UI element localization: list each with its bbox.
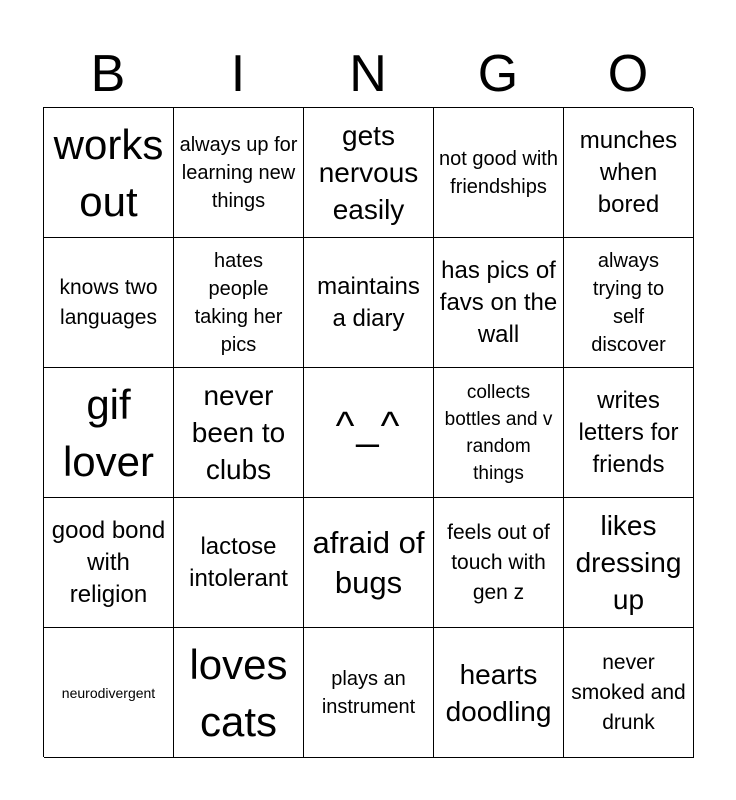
cell-text: knows two languages — [59, 275, 158, 329]
bingo-cell[interactable] — [174, 238, 304, 368]
cell-text: works out — [53, 120, 164, 225]
bingo-cell[interactable] — [44, 108, 174, 238]
header-letter-b: B — [90, 45, 126, 103]
bingo-cell[interactable] — [304, 498, 434, 628]
cell-text: feels out of touch with gen z — [447, 520, 550, 604]
bingo-cell[interactable] — [564, 108, 694, 238]
bingo-cell[interactable] — [564, 628, 694, 758]
bingo-cell[interactable] — [174, 498, 304, 628]
cell-text: has pics of favs on the wall — [439, 256, 558, 348]
cell-text: maintains a diary — [317, 272, 420, 332]
bingo-cell[interactable] — [564, 498, 694, 628]
cell-text: hearts doodling — [445, 658, 552, 727]
bingo-cell[interactable] — [304, 108, 434, 238]
bingo-cell[interactable] — [304, 238, 434, 368]
cell-text: plays an instrument — [321, 667, 416, 718]
bingo-header — [43, 40, 693, 108]
bingo-cell[interactable] — [434, 238, 564, 368]
free-face-icon: ^_^ — [335, 403, 402, 448]
bingo-cell[interactable] — [44, 498, 174, 628]
cell-text: hates people taking her pics — [194, 249, 283, 356]
cell-text: always trying to self discover — [591, 249, 666, 356]
cell-text: gif lover — [62, 380, 155, 485]
header-letter-i: I — [230, 45, 246, 103]
bingo-cell[interactable] — [174, 108, 304, 238]
cell-text: always up for learning new things — [179, 133, 298, 212]
cell-text: collects bottles and v random things — [444, 381, 553, 484]
header-letter-g: G — [477, 45, 519, 103]
header-letter-o: O — [607, 45, 649, 103]
bingo-cell[interactable] — [564, 238, 694, 368]
cell-text: loves cats — [189, 640, 288, 745]
cell-text: not good with friendships — [439, 147, 558, 198]
cell-text: writes letters for friends — [578, 386, 679, 478]
bingo-cell-free[interactable] — [304, 368, 434, 498]
bingo-cell[interactable] — [434, 108, 564, 238]
bingo-cell[interactable] — [174, 368, 304, 498]
bingo-cell[interactable] — [434, 368, 564, 498]
cell-text: neurodivergent — [61, 684, 156, 701]
cell-text: never been to clubs — [191, 380, 286, 485]
bingo-cell[interactable] — [174, 628, 304, 758]
bingo-cell[interactable] — [564, 368, 694, 498]
cell-text: never smoked and drunk — [571, 650, 686, 734]
bingo-cell[interactable] — [304, 628, 434, 758]
bingo-cell[interactable] — [434, 498, 564, 628]
bingo-cell[interactable] — [44, 628, 174, 758]
cell-text: lactose intolerant — [189, 532, 288, 592]
header-letter-n: N — [349, 45, 387, 103]
cell-text: munches when bored — [579, 126, 678, 218]
bingo-cell[interactable] — [44, 238, 174, 368]
cell-text: likes dressing up — [575, 510, 682, 615]
cell-text: afraid of bugs — [312, 524, 425, 600]
bingo-grid — [43, 107, 693, 757]
bingo-cell[interactable] — [44, 368, 174, 498]
bingo-cell[interactable] — [434, 628, 564, 758]
cell-text: gets nervous easily — [318, 120, 419, 225]
cell-text: good bond with religion — [51, 516, 166, 608]
